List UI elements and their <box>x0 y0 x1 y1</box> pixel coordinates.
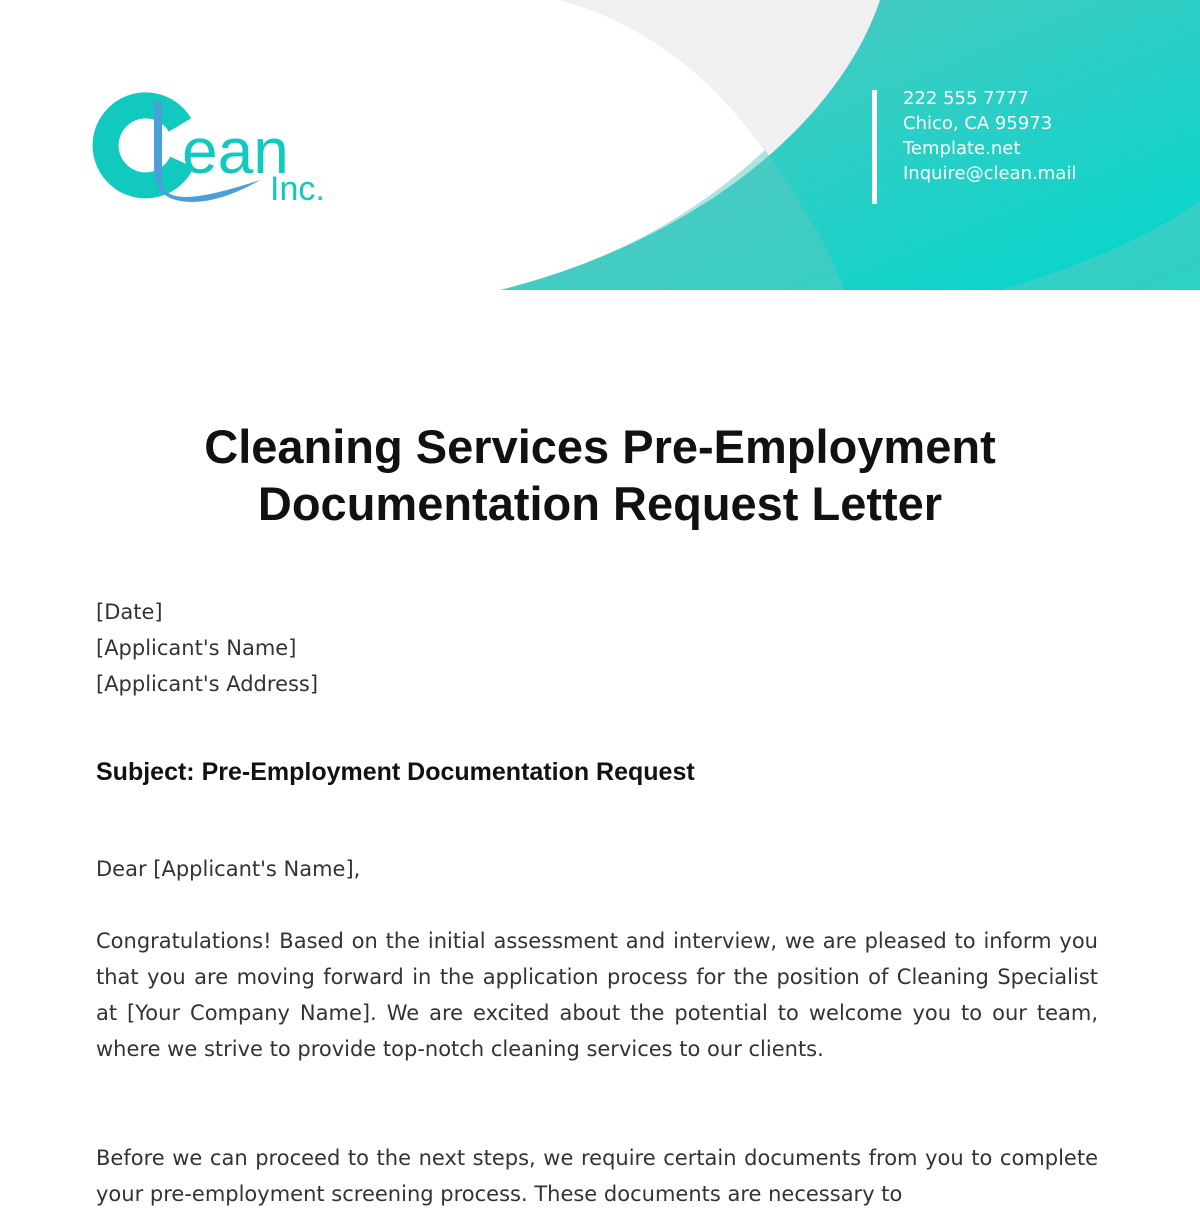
phone: 222 555 7777 <box>903 88 1029 109</box>
applicant-address: [Applicant's Address] <box>96 672 319 696</box>
applicant-name: [Applicant's Name] <box>96 636 297 660</box>
logo-word: ean <box>182 115 289 187</box>
logo-sub: Inc. <box>270 170 325 208</box>
date: [Date] <box>96 600 163 624</box>
document-title: Cleaning Services Pre-Employment Documentation Request Letter <box>204 420 996 530</box>
recipient-block <box>96 594 318 702</box>
paragraph-2: Before we can proceed to the next steps, we require certain documents from you to complete your pre-employment screening process. These documents are necessary to <box>96 1146 1098 1206</box>
website: Template.net <box>903 138 1021 159</box>
greeting: Dear [Applicant's Name], <box>96 857 361 881</box>
paragraph-1: Congratulations! Based on the initial assessment and interview, we are pleased to inform you that you are moving forward in the application process for the position of Cleaning Specialist at [Your Company Name]. We are excited about the potential to welcome you to our team, where we strive to provide top-notch cleaning services to our clients. <box>96 929 1098 1061</box>
email: Inquire@clean.mail <box>903 163 1077 184</box>
contact-info <box>872 90 1076 204</box>
logo-mark <box>90 80 350 210</box>
company-logo <box>90 80 350 214</box>
subject-line: Subject: Pre-Employment Documentation Request <box>96 758 695 786</box>
location: Chico, CA 95973 <box>903 113 1053 134</box>
